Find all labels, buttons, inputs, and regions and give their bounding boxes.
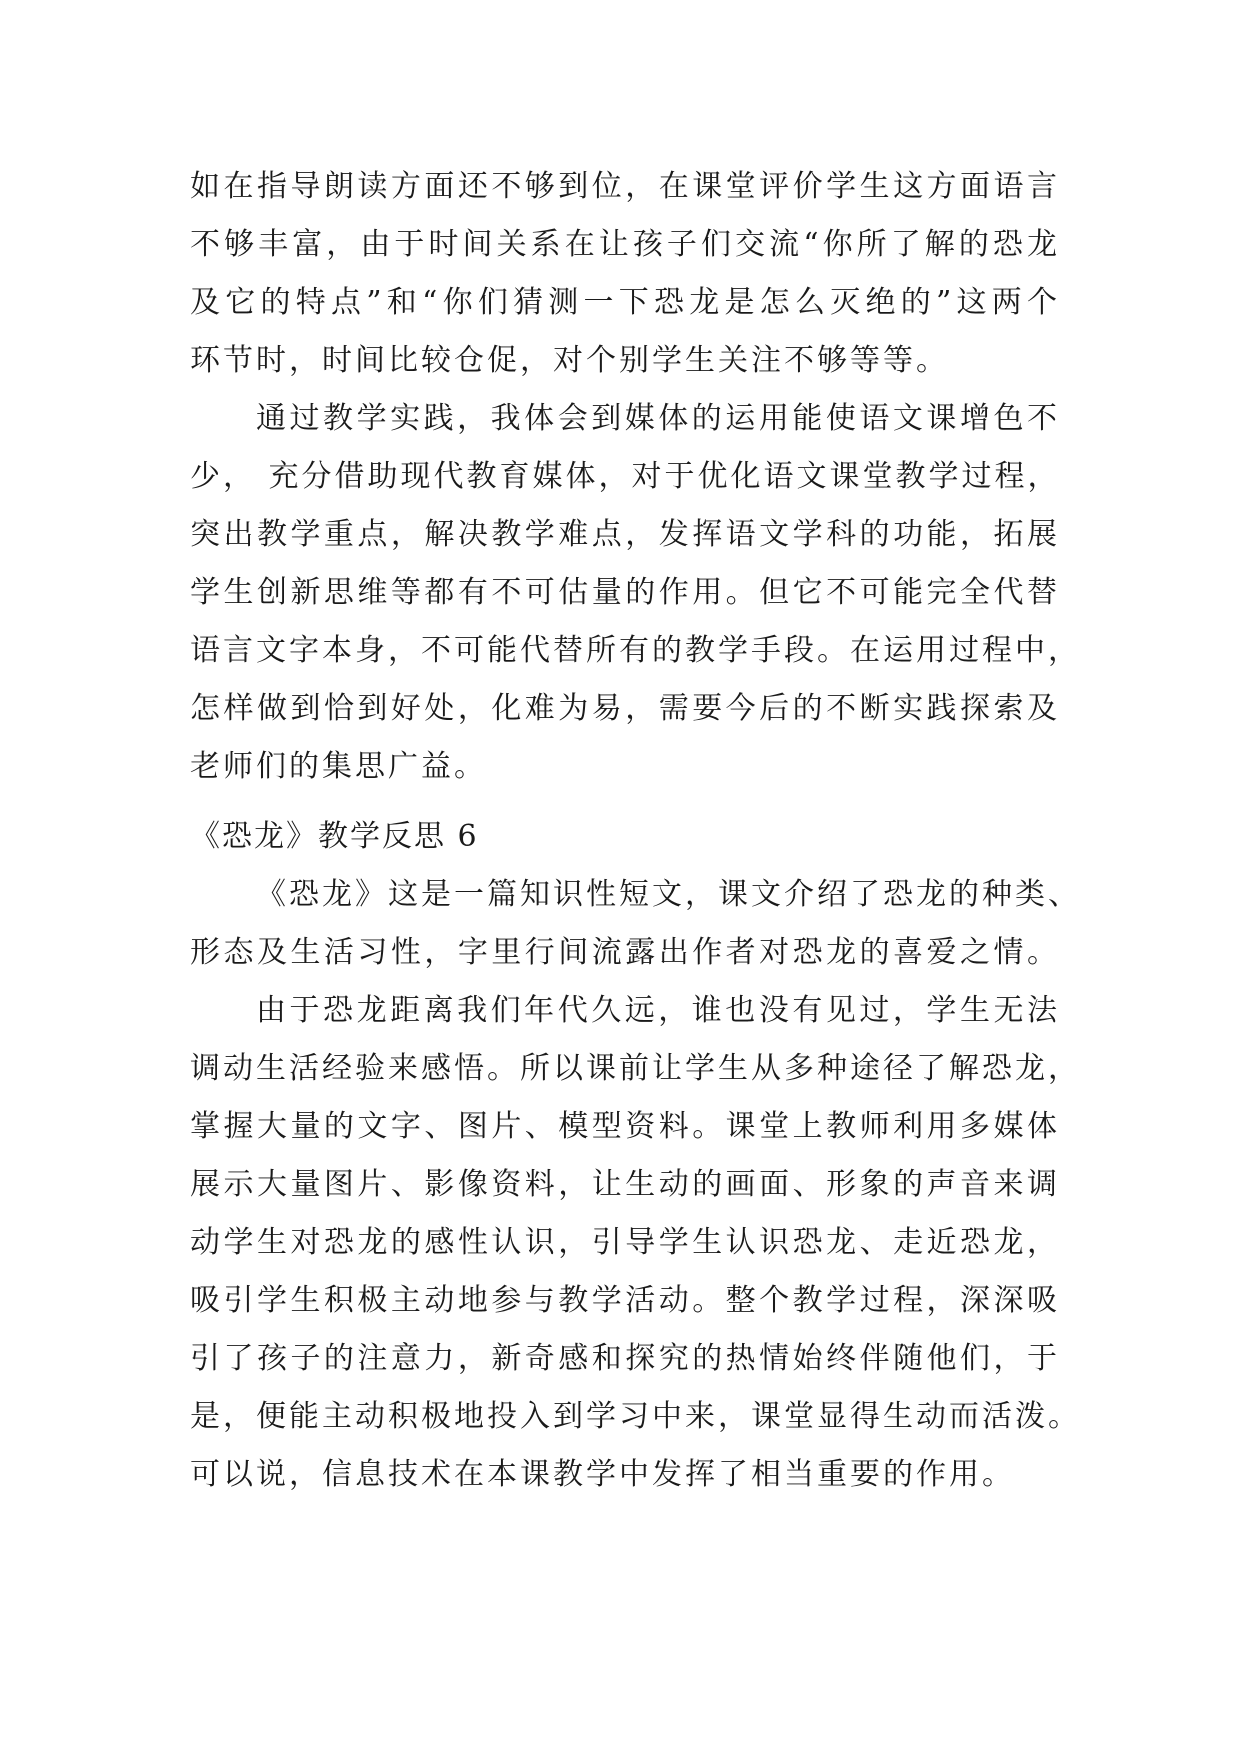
text-line: 学生创新思维等都有不可估量的作用。但它不可能完全代替 <box>190 575 1060 610</box>
text-line: 不够丰富，由于时间关系在让孩子们交流“你所了解的恐龙 <box>190 227 1060 262</box>
top-text-block <box>190 158 1081 796</box>
text-line: 及它的特点”和“你们猜测一下恐龙是怎么灭绝的”这两个 <box>190 285 1060 320</box>
text-line: 由于恐龙距离我们年代久远，谁也没有见过，学生无法 <box>256 993 1060 1028</box>
text-line: 动学生对恐龙的感性认识，引导学生认识恐龙、走近恐龙， <box>190 1225 1060 1260</box>
text-line: 《恐龙》这是一篇知识性短文，课文介绍了恐龙的种类、 <box>256 877 1081 912</box>
section-block <box>190 808 1081 1504</box>
text-line: 可以说，信息技术在本课教学中发挥了相当重要的作用。 <box>190 1457 1015 1492</box>
text-line: 语言文字本身，不可能代替所有的教学手段。在运用过程中， <box>190 633 1081 668</box>
text-line: 吸引学生积极主动地参与教学活动。整个教学过程，深深吸 <box>190 1283 1060 1318</box>
paragraph-continuation <box>190 158 1060 390</box>
paragraph-teaching-process <box>190 982 1081 1504</box>
text-line: 形态及生活习性，字里行间流露出作者对恐龙的喜爱之情。 <box>190 935 1060 970</box>
text-line: 通过教学实践，我体会到媒体的运用能使语文课增色不 <box>256 401 1060 436</box>
text-line: 掌握大量的文字、图片、模型资料。课堂上教师利用多媒体 <box>190 1109 1060 1144</box>
paragraph-media-reflection <box>190 390 1081 796</box>
text-line: 老师们的集思广益。 <box>190 749 487 784</box>
text-line: 怎样做到恰到好处，化难为易，需要今后的不断实践探索及 <box>190 691 1060 726</box>
text-line: 展示大量图片、影像资料，让生动的画面、形象的声音来调 <box>190 1167 1060 1202</box>
text-line: 少， 充分借助现代教育媒体，对于优化语文课堂教学过程， <box>190 459 1061 494</box>
text-line: 引了孩子的注意力，新奇感和探究的热情始终伴随他们，于 <box>190 1341 1060 1376</box>
text-line: 是，便能主动积极地投入到学习中来，课堂显得生动而活泼。 <box>190 1399 1081 1434</box>
text-line: 突出教学重点，解决教学难点，发挥语文学科的功能，拓展 <box>190 517 1060 552</box>
text-line: 环节时，时间比较仓促，对个别学生关注不够等等。 <box>190 343 949 378</box>
text-line: 如在指导朗读方面还不够到位，在课堂评价学生这方面语言 <box>190 169 1060 204</box>
paragraph-intro <box>190 866 1081 982</box>
section-title: 《恐龙》教学反思 6 <box>190 819 479 854</box>
text-line: 调动生活经验来感悟。所以课前让学生从多种途径了解恐龙， <box>190 1051 1081 1086</box>
